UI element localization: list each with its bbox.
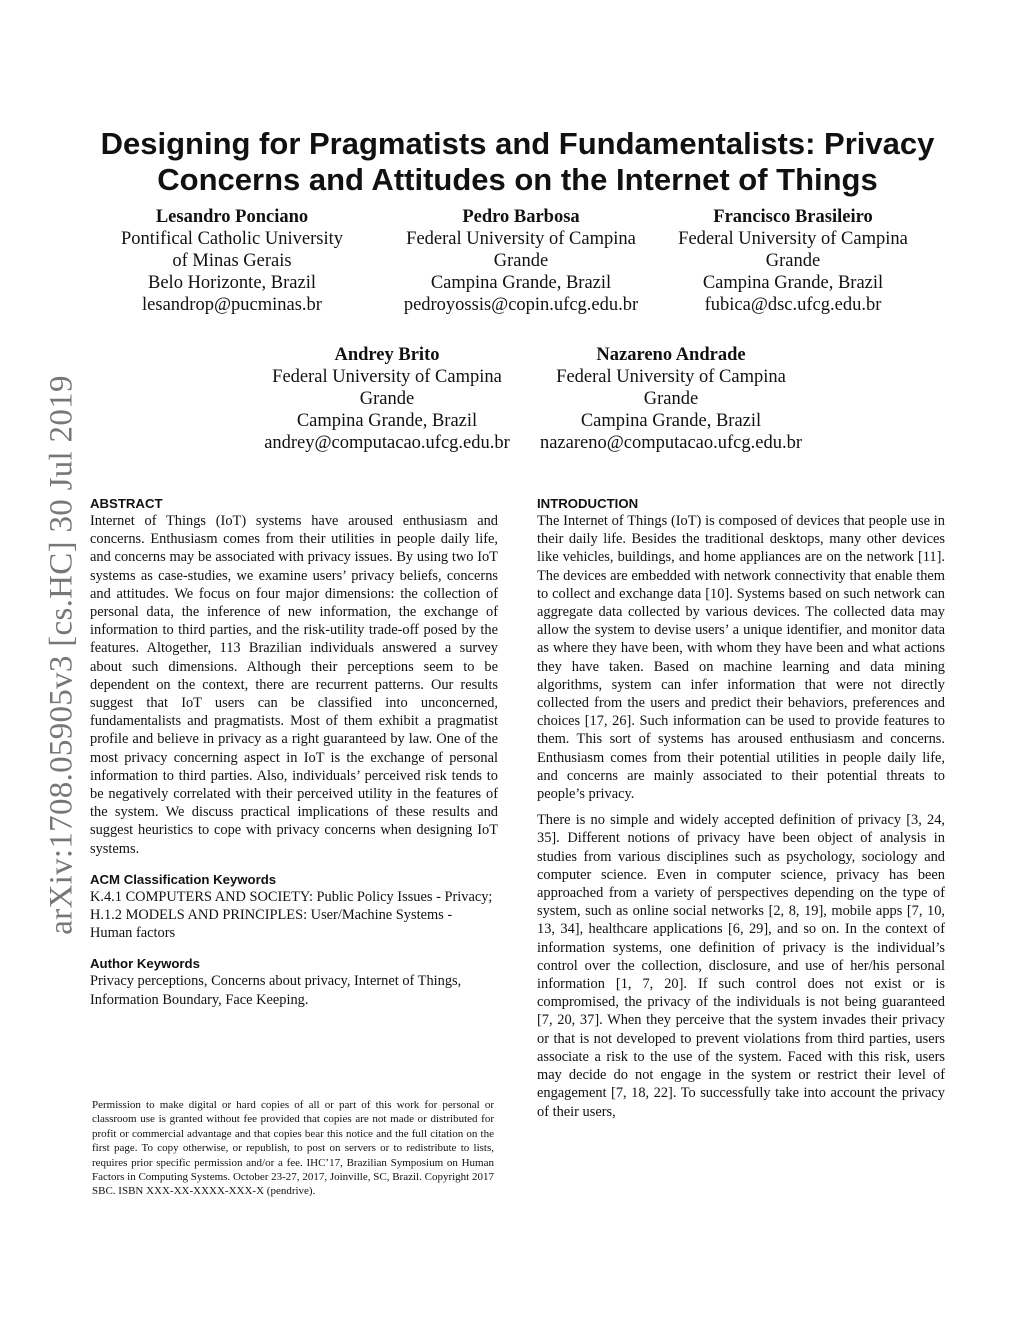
author-location: Campina Grande, Brazil — [296, 411, 478, 431]
author-location: Campina Grande, Brazil — [430, 273, 612, 293]
author-affiliation: of Minas Gerais — [172, 251, 292, 271]
abstract-text: Internet of Things (IoT) systems have aroused enthusiasm and concerns. Enthusiasm comes from their utilities in people daily life, and concerns may be associated with privacy issues. By using two IoT systems as case-studies, we examine users’ privacy beliefs, concerns and attitudes. We focus on four major dimensions: the collection of personal data, the inference of new information, the exchange of information to third parties, and the risk-utility trade-off posed by the features. Altogether, 113 Brazilian individuals answered a survey about such dimensions. Although their perceptions seem to be dependent on the context, there are recurrent patterns. Our results suggest that IoT users can be classified into unconcerned, fundamentalists and pragmatists. Most of them exhibit a pragmatist profile and believe in privacy as a right guaranteed by law. One of the most privacy concerning aspect in IoT is the exchange of personal information to third parties. Also, individuals’ perceived risk tends to be negatively correlated with their perceived utility in the features of the system. We discuss practical implications of these results and suggest heuristics to cope with privacy concerns when designing IoT systems. — [90, 513, 498, 857]
author-affiliation: Federal University of Campina — [678, 229, 908, 249]
author-affiliation: Grande — [359, 389, 415, 409]
arxiv-identifier: arXiv:1708.05905v3 [cs.HC] 30 Jul 2019 — [43, 375, 80, 935]
author-name: Francisco Brasileiro — [713, 207, 873, 227]
author-name: Pedro Barbosa — [462, 207, 580, 227]
author-keywords-heading: Author Keywords — [90, 956, 200, 972]
author-affiliation: Pontifical Catholic University — [121, 229, 343, 249]
author-block-2 — [390, 206, 652, 316]
paper-title — [90, 126, 945, 198]
acm-classification-heading: ACM Classification Keywords — [90, 871, 277, 887]
author-affiliation: Grande — [493, 251, 549, 271]
author-block-4 — [252, 344, 522, 454]
author-location: Campina Grande, Brazil — [702, 273, 884, 293]
left-column — [90, 496, 498, 1009]
author-email[interactable]: lesandrop@pucminas.br — [142, 295, 322, 315]
introduction-paragraph-1: The Internet of Things (IoT) is composed of devices that people use in their daily life. Besides the traditional desktops, many other devices like vehicles, buildings, and home appliances are on the network [11]. The devices are embedded with network connectivity that enable them to collect and exchange data [10]. Systems based on such network can aggregate data collected by various devices. The collected data may allow the system to devise users’ a unique identifier, and monitor data as where they have been, with whom they have been and what actions they have taken. Based on machine learning and data mining algorithms, system can infer information that were not directly collected from the users and predict their behaviors, preferences and choices [17, 26]. Such information can be used to provide features to them. This sort of systems has aroused enthusiasm and concerns. Enthusiasm comes from their potential utilities in people daily life, and concerns are mainly associated to their potential threats to people’s privacy. — [537, 513, 945, 803]
introduction-heading: INTRODUCTION — [537, 496, 639, 511]
author-keywords-text: Privacy perceptions, Concerns about privacy, Internet of Things, Information Boundary, Face Keeping. — [90, 973, 462, 1008]
author-name: Lesandro Ponciano — [155, 207, 309, 227]
author-affiliation: Federal University of Campina — [272, 367, 502, 387]
title-line-1: Designing for Pragmatists and Fundamentalists: Privacy — [100, 126, 935, 161]
acm-classification-text: K.4.1 COMPUTERS AND SOCIETY: Public Policy Issues - Privacy; H.1.2 MODELS AND PRINCIPLES: User/Machine Systems - Human factors — [90, 888, 493, 942]
author-name: Nazareno Andrade — [596, 345, 746, 365]
introduction-paragraph-2: There is no simple and widely accepted definition of privacy [3, 24, 35]. Different notions of privacy have been object of analysis in studies from various disciplines such as psychology, sociology and computer science. Even in computer science, privacy has been approached from a variety of perspectives depending on the type of system, such as online social networks [2, 8, 19], mobile apps [7, 10, 13, 34], healthcare applications [6, 29], and so on. In the context of information systems, one definition of privacy is the individual’s control over the collection, disclosure, and use of her/his personal information [1, 7, 20]. If such control does not exist or is compromised, the privacy of the individuals is not being guaranteed [7, 20, 37]. When they perceive that the system invades their privacy or that is not developed to prevent violations from third parties, users associate a risk to the use of the system. Faced with this risk, users may decide do not engage in the system or restrict their level of engagement [7, 18, 22]. To successfully take into account the privacy of their users, — [537, 812, 945, 1120]
author-affiliation: Federal University of Campina — [406, 229, 636, 249]
abstract-heading: ABSTRACT — [90, 496, 163, 511]
right-column — [537, 496, 945, 1121]
author-email[interactable]: pedroyossis@copin.ufcg.edu.br — [403, 295, 639, 315]
title-line-2: Concerns and Attitudes on the Internet of Things — [157, 162, 878, 197]
author-name: Andrey Brito — [334, 345, 440, 365]
author-location: Campina Grande, Brazil — [580, 411, 762, 431]
author-affiliation: Grande — [765, 251, 821, 271]
author-affiliation: Federal University of Campina — [556, 367, 786, 387]
author-location: Belo Horizonte, Brazil — [148, 273, 316, 293]
permission-notice: Permission to make digital or hard copies of all or part of this work for personal or classroom use is granted without fee provided that copies are not made or distributed for profit or commercial advantage and that copies bear this notice and the full citation on the first page. To copy otherwise, or republish, to post on servers or to redistribute to lists, requires prior specific permission and/or a fee. IHC’17, Brazilian Symposium on Human Factors in Computing Systems. October 23-27, 2017, Joinville, SC, Brazil. Copyright 2017 SBC. ISBN XXX-XX-XXXX-XXX-X (pendrive). — [92, 1099, 494, 1198]
author-block-1 — [108, 206, 356, 316]
author-affiliation: Grande — [643, 389, 699, 409]
author-block-5 — [528, 344, 814, 454]
author-email[interactable]: fubica@dsc.ufcg.edu.br — [704, 295, 882, 315]
author-block-3 — [664, 206, 922, 316]
author-email[interactable]: nazareno@computacao.ufcg.edu.br — [539, 433, 803, 453]
author-email[interactable]: andrey@computacao.ufcg.edu.br — [264, 433, 510, 453]
